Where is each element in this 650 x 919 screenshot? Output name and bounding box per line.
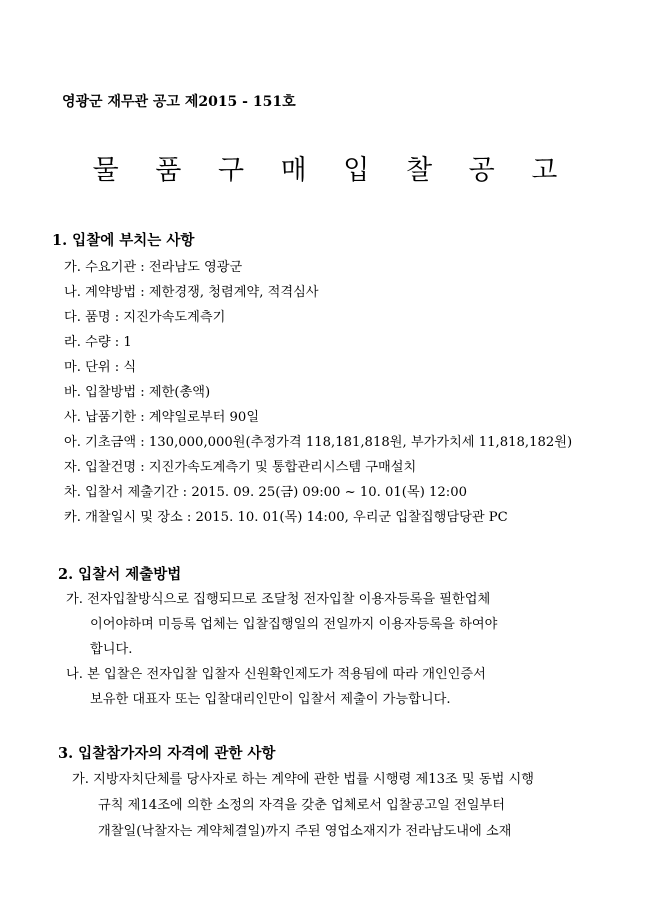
section-3-para-a-line: 가. 지방자치단체를 당사자로 하는 계약에 관한 법률 시행령 제13조 및 동법 시행 — [72, 772, 534, 787]
section-3-para-a-line: 개찰일(낙찰자는 계약체결일)까지 주된 영업소재지가 전라남도내에 소재 — [98, 824, 512, 839]
section-2-para-b-line: 나. 본 입찰은 전자입찰 입찰자 신원확인제도가 적용됨에 따라 개인인증서 — [66, 667, 486, 682]
section-2-para-a-line: 합니다. — [90, 642, 133, 657]
section-2-heading: 2. 입찰서 제출방법 — [58, 566, 182, 583]
section-1-item: 다. 품명 : 지진가속도계측기 — [64, 310, 226, 325]
section-2-para-b-line: 보유한 대표자 또는 입찰대리인만이 입찰서 제출이 가능합니다. — [90, 692, 451, 707]
section-1-item: 라. 수량 : 1 — [64, 335, 132, 350]
document-title: 물 품 구 매 입 찰 공 고 — [92, 155, 572, 186]
section-1-item: 차. 입찰서 제출기간 : 2015. 09. 25(금) 09:00 ~ 10. 01(목) 12:00 — [64, 485, 468, 500]
section-1-item: 바. 입찰방법 : 제한(총액) — [64, 385, 211, 400]
notice-number: 영광군 재무관 공고 제2015 - 151호 — [62, 94, 296, 110]
section-1-item: 마. 단위 : 식 — [64, 360, 137, 375]
section-1-item: 아. 기초금액 : 130,000,000원(추정가격 118,181,818원, 부가가치세 11,818,182원) — [64, 435, 573, 450]
section-1-item: 사. 납품기한 : 계약일로부터 90일 — [64, 410, 260, 425]
section-2-para-a-line: 이어야하며 미등록 업체는 입찰집행일의 전일까지 이용자등록을 하여야 — [90, 617, 498, 632]
section-1-item: 나. 계약방법 : 제한경쟁, 청렴계약, 적격심사 — [64, 285, 319, 300]
section-3-heading: 3. 입찰참가자의 자격에 관한 사항 — [58, 745, 276, 762]
section-1-item: 가. 수요기관 : 전라남도 영광군 — [64, 260, 243, 275]
section-2-para-a-line: 가. 전자입찰방식으로 집행되므로 조달청 전자입찰 이용자등록을 필한업체 — [66, 592, 491, 607]
section-3-para-a-line: 규칙 제14조에 의한 소정의 자격을 갖춘 업체로서 입찰공고일 전일부터 — [98, 798, 506, 813]
section-1-item: 카. 개찰일시 및 장소 : 2015. 10. 01(목) 14:00, 우리군 입찰집행담당관 PC — [64, 510, 508, 525]
section-1-heading: 1. 입찰에 부치는 사항 — [52, 232, 195, 249]
section-1-item: 자. 입찰건명 : 지진가속도계측기 및 통합관리시스템 구매설치 — [64, 460, 417, 475]
